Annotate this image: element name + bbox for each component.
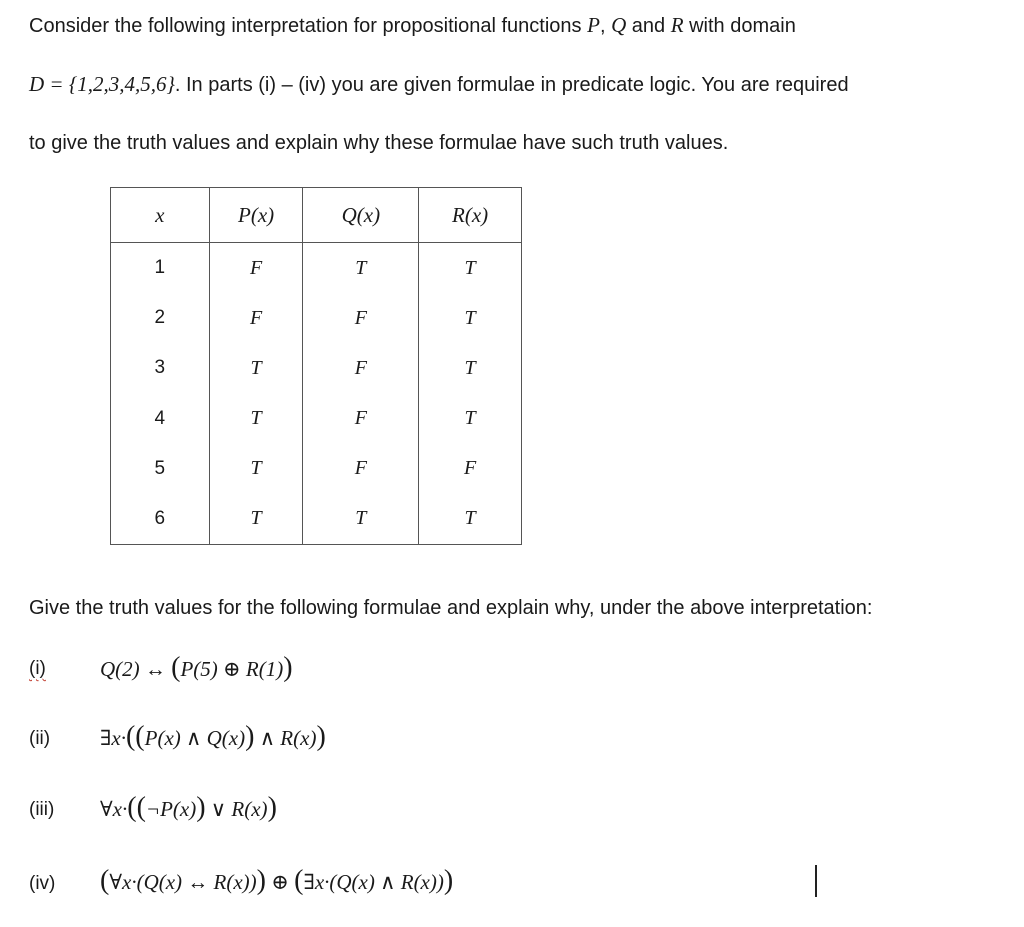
cell-q: T (303, 243, 419, 294)
cell-r: T (419, 293, 522, 343)
table-row (111, 494, 522, 545)
cell-p: T (209, 494, 303, 545)
text-cursor (815, 865, 817, 897)
intro-line-1 (29, 13, 796, 38)
cell-r: T (419, 393, 522, 443)
cell-q: T (303, 494, 419, 545)
header-r: R(x) (419, 188, 522, 243)
domain-definition: D = {1,2,3,4,5,6} (29, 72, 175, 96)
table-header-row (111, 188, 522, 243)
intro-line-3: to give the truth values and explain why these formulae have such truth values. (29, 132, 729, 154)
and-word: and (626, 15, 671, 37)
interpretation-table (110, 187, 522, 545)
formula-iii-part-a: ¬P(x) (145, 797, 197, 821)
comma: , (599, 15, 612, 37)
table-row (111, 293, 522, 343)
xor-operator: ⊕ (266, 870, 295, 894)
cell-p: F (209, 243, 303, 294)
paren-open: ( (171, 652, 181, 683)
cell-x: 3 (111, 343, 210, 393)
paren-close-left: ) (256, 865, 266, 896)
intro-line-2-tail: . In parts (i) – (iv) you are given formulae in predicate logic. You are required (174, 74, 849, 96)
cell-x: 2 (111, 293, 210, 343)
cell-p: T (209, 393, 303, 443)
table-row (111, 444, 522, 494)
cell-p: T (209, 444, 303, 494)
header-p: P(x) (209, 188, 303, 243)
formula-ii-part-b: ∧ R(x) (254, 726, 317, 750)
header-x: x (111, 188, 210, 243)
item-label-iv: (iv) (29, 873, 56, 894)
table-row (111, 243, 522, 294)
formula-iii (100, 793, 277, 824)
paren-close: ) (316, 721, 326, 752)
paren-open: ( (125, 721, 136, 752)
paren-close-inner: ) (245, 721, 255, 752)
cell-x: 5 (111, 444, 210, 494)
intro-line-1-text: Consider the following interpretation for propositional functions (29, 15, 588, 37)
cell-x: 4 (111, 393, 210, 443)
quantifier-forall: ∀x· (100, 797, 128, 821)
item-label-iii: (iii) (29, 799, 55, 820)
symbol-q: Q (611, 13, 627, 37)
intro-line-2 (29, 72, 849, 97)
formula-i-part-a: Q(2) ↔ (100, 657, 172, 681)
symbol-r: R (670, 13, 684, 37)
cell-q: F (303, 343, 419, 393)
intro-line-1-tail: with domain (683, 15, 796, 37)
cell-r: T (419, 343, 522, 393)
cell-r: T (419, 243, 522, 294)
paren-close-inner: ) (196, 792, 206, 823)
cell-q: F (303, 393, 419, 443)
cell-r: F (419, 444, 522, 494)
formula-iii-part-b: ∨ R(x) (205, 797, 268, 821)
item-label-i-text: (i) (29, 658, 46, 679)
formula-iv-part-a: ∀x·(Q(x) ↔ R(x)) (109, 870, 257, 894)
formula-i-part-b: P(5) ⊕ R(1) (180, 657, 284, 681)
cell-p: T (209, 343, 303, 393)
paren-close-right: ) (443, 865, 454, 896)
cell-x: 1 (111, 243, 210, 294)
cell-q: F (303, 293, 419, 343)
table-row (111, 343, 522, 393)
item-label-i (29, 657, 46, 681)
cell-p: F (209, 293, 303, 343)
formula-ii (100, 722, 326, 753)
paren-open-right: ( (294, 865, 304, 896)
cell-r: T (419, 494, 522, 545)
item-label-ii: (ii) (29, 728, 51, 749)
table-row (111, 393, 522, 443)
instruction-text: Give the truth values for the following formulae and explain why, under the above interpretation: (29, 597, 873, 619)
paren-close: ) (267, 792, 277, 823)
formula-iv-part-b: ∃x·(Q(x) ∧ R(x)) (303, 870, 444, 894)
cell-x: 6 (111, 494, 210, 545)
header-q: Q(x) (303, 188, 419, 243)
paren-open-inner: ( (135, 721, 145, 752)
formula-iv (100, 866, 453, 897)
formula-i (100, 653, 293, 684)
paren-open: ( (127, 792, 137, 823)
paren-open-left: ( (100, 865, 110, 896)
quantifier-exists: ∃x· (100, 726, 126, 750)
symbol-p: P (587, 13, 600, 37)
paren-close: ) (283, 652, 293, 683)
paren-open-inner: ( (136, 792, 146, 823)
cell-q: F (303, 444, 419, 494)
formula-ii-part-a: P(x) ∧ Q(x) (144, 726, 246, 750)
